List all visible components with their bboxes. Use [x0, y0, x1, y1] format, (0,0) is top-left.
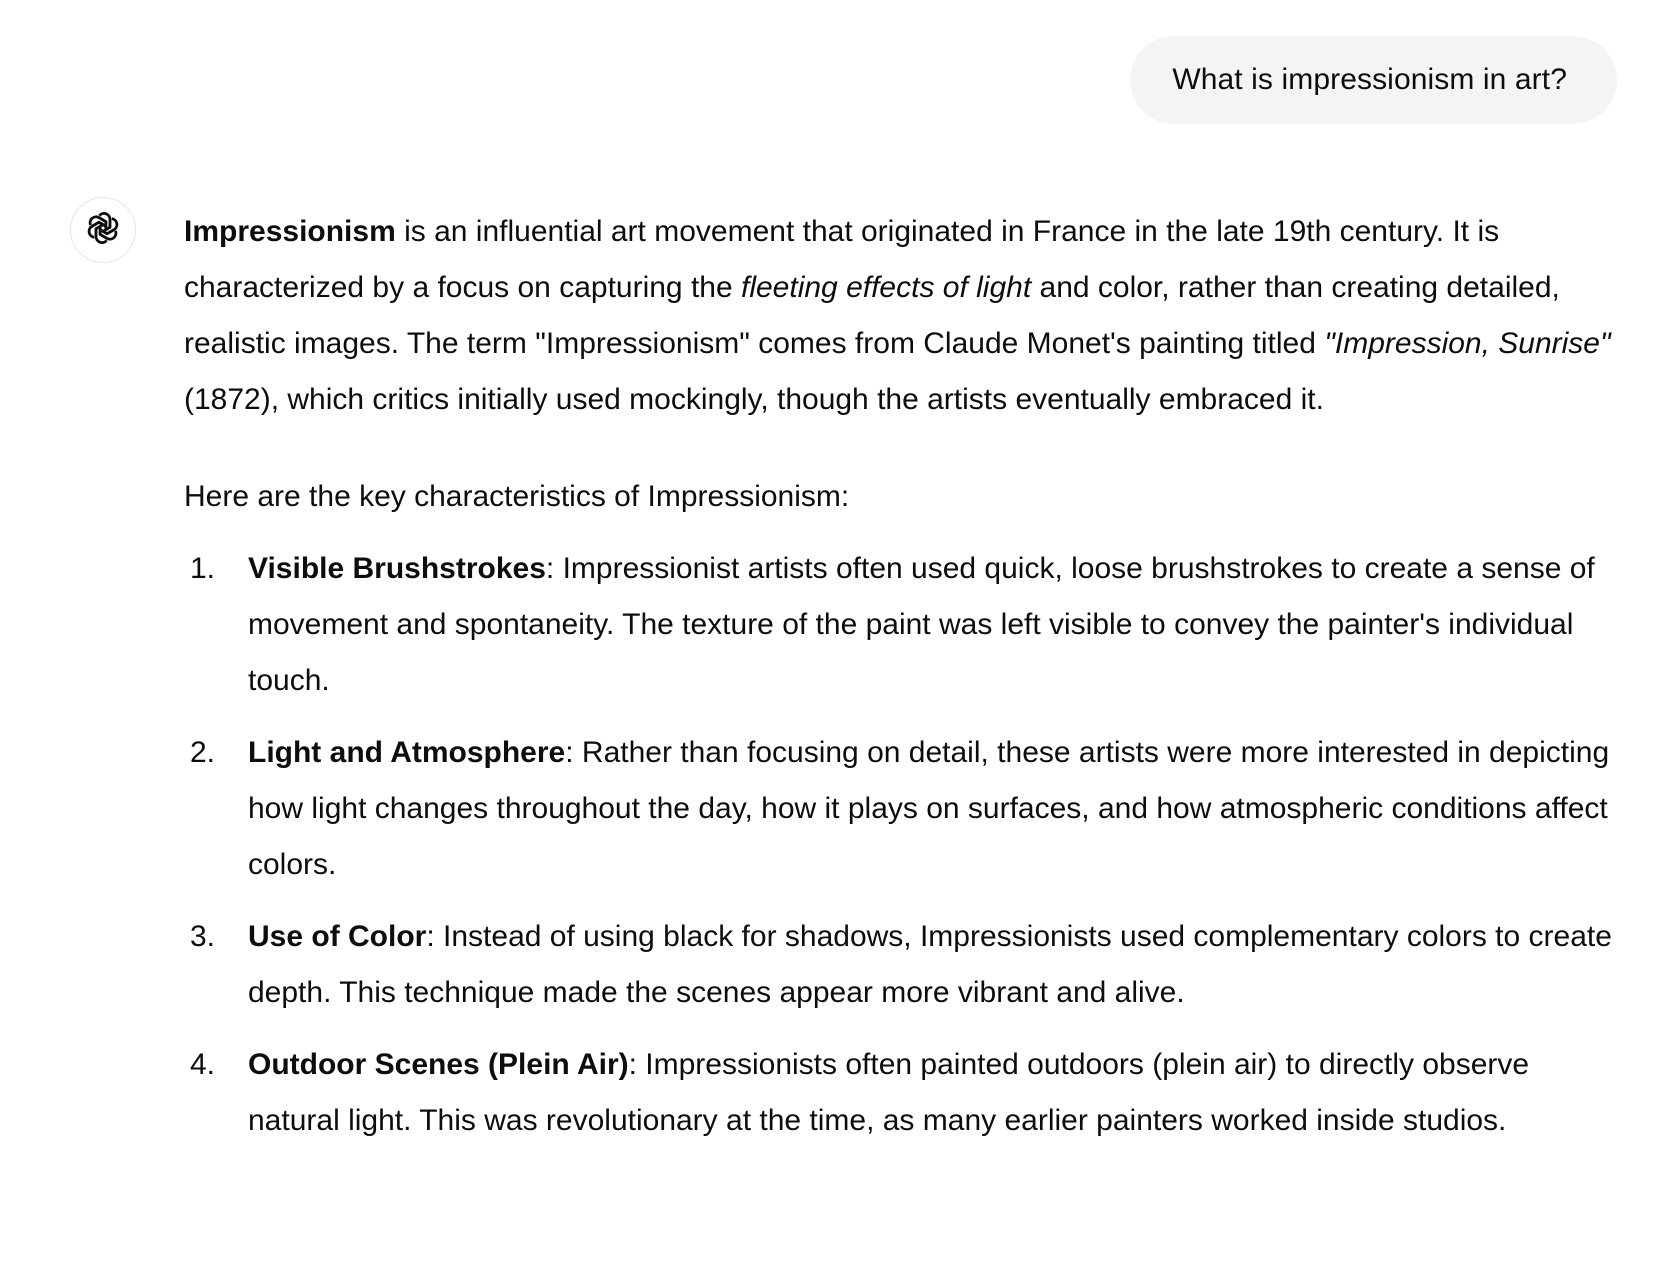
list-item-title: Light and Atmosphere [248, 736, 566, 769]
intro-paragraph [184, 204, 1624, 428]
list-item-number: 3. [190, 920, 216, 953]
list-item [184, 1037, 1624, 1149]
list-item [184, 725, 1624, 893]
list-item-text: : Instead of using black for shadows, Impressionists used complementary colors to create depth. This technique made the scenes appear more vibrant and alive. [248, 920, 1612, 1009]
assistant-avatar [70, 197, 136, 263]
list-item-title: Outdoor Scenes (Plein Air) [248, 1048, 629, 1081]
intro-emphasis-1: fleeting effects of light [741, 271, 1032, 304]
user-message-row [1130, 36, 1617, 124]
openai-logo-icon [83, 208, 123, 253]
list-item-number: 1. [190, 552, 216, 585]
list-item [184, 909, 1624, 1021]
list-item-title: Visible Brushstrokes [248, 552, 546, 585]
user-message-bubble [1130, 36, 1617, 124]
intro-text-2: and color, rather than creating detailed, realistic images. The term "Impressionism" comes from Claude Monet's painting titled [184, 271, 1560, 360]
assistant-message [184, 204, 1624, 1165]
list-item-text: : Impressionists often painted outdoors (plein air) to directly observe natural light. This was revolutionary at the time, as many earlier painters worked inside studios. [248, 1048, 1530, 1137]
intro-term: Impressionism [184, 215, 396, 248]
user-message-text: What is impressionism in art? [1172, 63, 1567, 96]
intro-text-3: (1872), which critics initially used mockingly, though the artists eventually embraced it. [184, 383, 1324, 416]
list-item-text: : Rather than focusing on detail, these artists were more interested in depicting how light changes throughout the day, how it plays on surfaces, and how atmospheric conditions affect colors. [248, 736, 1610, 881]
characteristics-list [184, 541, 1624, 1149]
lead-paragraph: Here are the key characteristics of Impressionism: [184, 480, 850, 513]
list-item-title: Use of Color [248, 920, 427, 953]
list-item-number: 2. [190, 736, 216, 769]
intro-text-1: is an influential art movement that originated in France in the late 19th century. It is characterized by a focus on capturing the [184, 215, 1500, 304]
list-item-text: : Impressionist artists often used quick, loose brushstrokes to create a sense of movement and spontaneity. The texture of the paint was left visible to convey the painter's individual touch. [248, 552, 1595, 697]
intro-emphasis-2: "Impression, Sunrise" [1324, 327, 1611, 360]
list-item-number: 4. [190, 1048, 216, 1081]
list-item [184, 541, 1624, 709]
